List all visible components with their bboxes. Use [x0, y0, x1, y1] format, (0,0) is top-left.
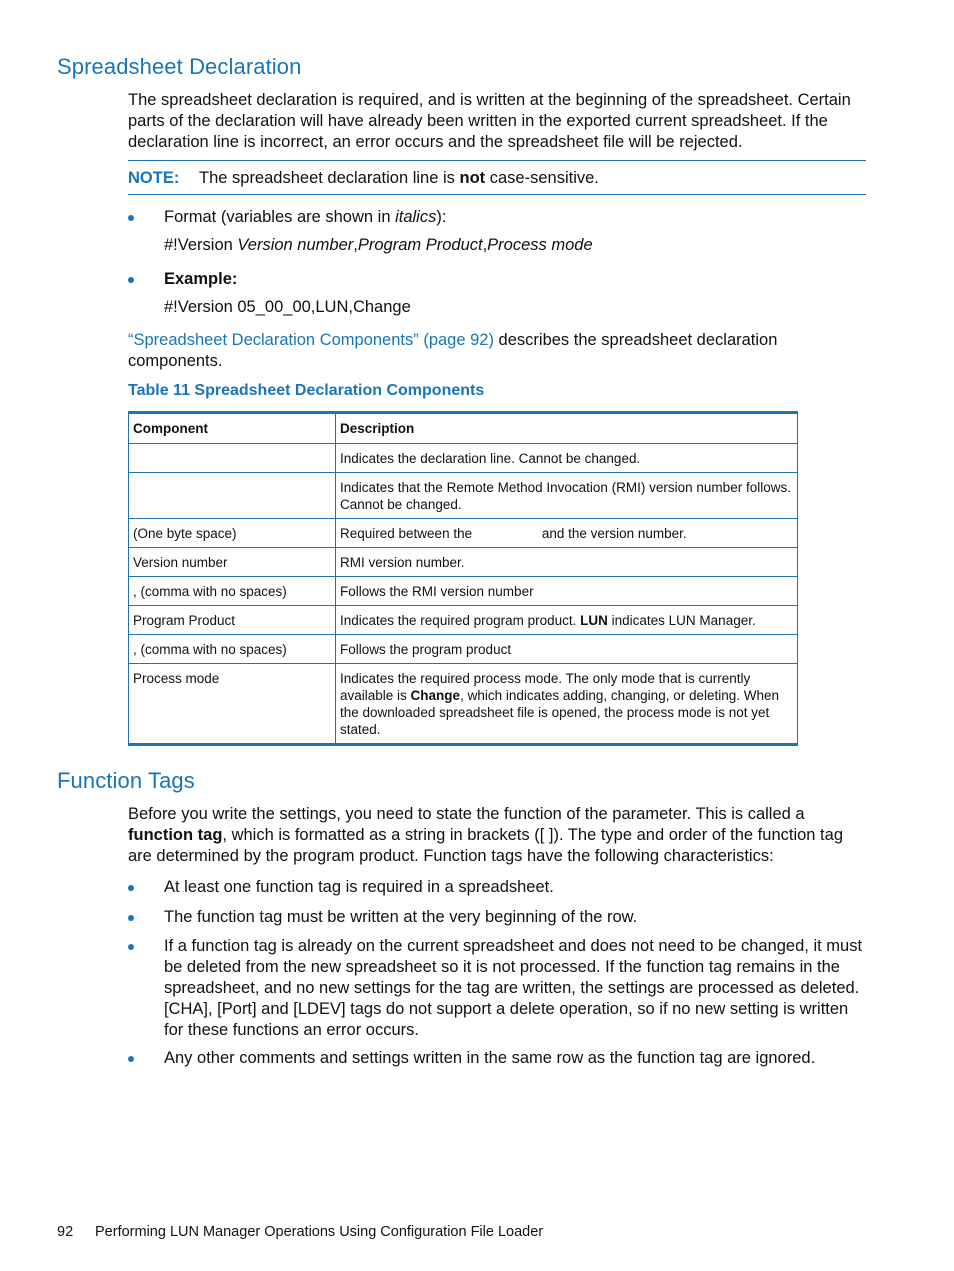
- bullet-dot-icon: [128, 1056, 134, 1062]
- note-text-bold: not: [459, 169, 486, 187]
- bullet-dot-icon: [128, 915, 134, 921]
- list-item-text: Any other comments and settings written in the same row as the function tag are ignored.: [164, 1049, 816, 1067]
- format-text-italic: italics: [395, 208, 437, 226]
- bullet-dot-icon: [128, 215, 134, 221]
- function-tags-intro: [128, 804, 868, 867]
- cell-description: Follows the program product: [336, 635, 798, 664]
- intro-bold-term: function tag: [128, 826, 223, 844]
- format-var-version: Version number: [237, 236, 354, 254]
- table-row: [129, 577, 798, 606]
- cell-description-part: Required between the: [340, 526, 476, 541]
- note-text-after: case-sensitive.: [485, 169, 599, 187]
- cell-description: [336, 664, 798, 745]
- cell-component: Process mode: [129, 664, 336, 745]
- example-label: Example:: [164, 270, 238, 288]
- format-comma: ,: [353, 236, 358, 254]
- format-text-after: ):: [436, 208, 447, 226]
- note-text-before: The spreadsheet declaration line is: [199, 169, 460, 187]
- cell-description-bold: Change: [410, 688, 461, 703]
- table-reference-link[interactable]: “Spreadsheet Declaration Components” (page 92): [128, 331, 494, 349]
- example-line: #!Version 05_00_00,LUN,Change: [164, 298, 411, 316]
- cell-component: (One byte space): [129, 519, 336, 548]
- table-caption: Table 11 Spreadsheet Declaration Components: [128, 382, 485, 399]
- table-row: [129, 635, 798, 664]
- header-component: Component: [129, 413, 336, 444]
- cell-description: [336, 519, 798, 548]
- format-var-product: Program Product: [357, 236, 483, 254]
- note-label: NOTE:: [128, 169, 180, 187]
- table-row: [129, 664, 798, 745]
- list-item-text: The function tag must be written at the very beginning of the row.: [164, 908, 638, 926]
- cell-description-part: and the version number.: [541, 526, 687, 541]
- table-row: [129, 606, 798, 635]
- footer-title: Performing LUN Manager Operations Using Configuration File Loader: [95, 1224, 544, 1240]
- cell-description: Indicates that the Remote Method Invocation (RMI) version number follows. Cannot be changed.: [336, 473, 798, 519]
- cell-component: Program Product: [129, 606, 336, 635]
- table-header-row: [129, 413, 798, 444]
- intro-paragraph: The spreadsheet declaration is required, and is written at the beginning of the spreadsheet. Certain parts of the declaration will have already been written in the exported current spreadsheet. If the declaration line is incorrect, an error occurs and the spreadsheet file will be rejected.: [128, 91, 851, 151]
- page-footer: [57, 1222, 543, 1242]
- cell-description-part: indicates LUN Manager.: [607, 613, 756, 628]
- cell-description-part: Indicates the required program product.: [340, 613, 581, 628]
- cell-component: [129, 473, 336, 519]
- cell-component: , (comma with no spaces): [129, 577, 336, 606]
- table-row: [129, 473, 798, 519]
- note-box: [128, 160, 866, 195]
- format-text-before: Format (variables are shown in: [164, 208, 396, 226]
- page-number: 92: [57, 1224, 74, 1240]
- bullet-dot-icon: [128, 944, 134, 950]
- cell-description: [336, 606, 798, 635]
- table-reference-paragraph: [128, 330, 868, 372]
- table-reference-text: describes the spreadsheet declaration components.: [128, 331, 778, 370]
- table-row: [129, 519, 798, 548]
- cell-description: Indicates the declaration line. Cannot be changed.: [336, 444, 798, 473]
- cell-component: Version number: [129, 548, 336, 577]
- format-comma: ,: [482, 236, 488, 254]
- bullet-dot-icon: [128, 277, 134, 283]
- components-table: [128, 411, 798, 746]
- cell-description-part: , which indicates adding, changing, or deleting. When the downloaded spreadsheet file is opened, the process mode is not yet stated.: [340, 688, 780, 737]
- intro-part: Before you write the settings, you need to state the function of the parameter. This is called a: [128, 805, 805, 823]
- cell-component: [129, 444, 336, 473]
- cell-component: , (comma with no spaces): [129, 635, 336, 664]
- list-item-text: At least one function tag is required in a spreadsheet.: [164, 878, 554, 896]
- section-heading-function-tags: Function Tags: [57, 768, 195, 793]
- format-line: [164, 235, 593, 256]
- format-var-mode: Process mode: [487, 236, 593, 254]
- list-item-text: If a function tag is already on the current spreadsheet and does not need to be changed, it must be deleted from the new spreadsheet so it is not processed. If the function tag remains in the spreadsheet, and no new settings for the tag are written, the settings are processed as deleted. [CHA], [Port] and [LDEV] tags do not support a delete operation, so if no new setting is written for these functions an error occurs.: [164, 937, 863, 1039]
- table-row: [129, 444, 798, 473]
- intro-part: , which is formatted as a string in brackets ([ ]). The type and order of the function tag are determined by the program product. Function tags have the following characteristics:: [128, 826, 843, 865]
- cell-description-part: Indicates the required process mode. The only mode that is currently available is: [340, 671, 751, 703]
- section-heading-spreadsheet-declaration: Spreadsheet Declaration: [57, 54, 302, 79]
- header-description: Description: [336, 413, 798, 444]
- table-row: [129, 548, 798, 577]
- format-prefix: #!Version: [164, 236, 238, 254]
- cell-description: Follows the RMI version number: [336, 577, 798, 606]
- cell-description: RMI version number.: [336, 548, 798, 577]
- cell-description-bold: LUN: [580, 613, 608, 628]
- bullet-dot-icon: [128, 885, 134, 891]
